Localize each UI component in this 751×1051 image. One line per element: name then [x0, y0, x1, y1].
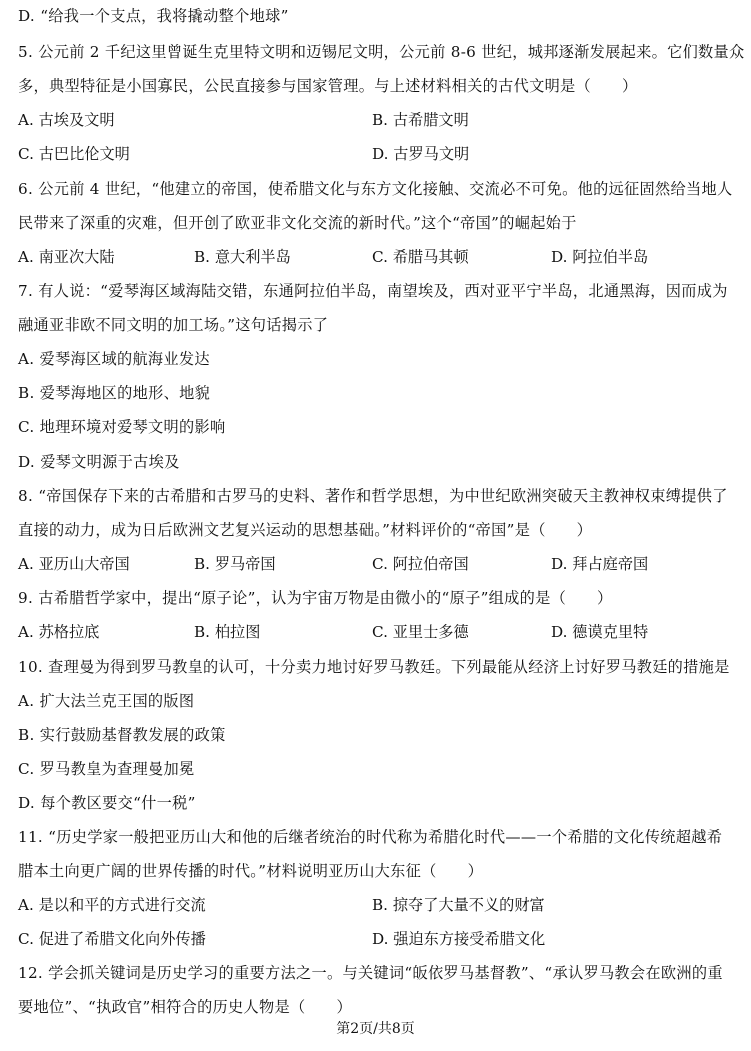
q5-option-a: A. 古埃及文明	[18, 111, 115, 129]
q10-option-b: B. 实行鼓励基督教发展的政策	[18, 726, 226, 744]
q6-options-row	[18, 247, 738, 267]
q6-option-c: C. 希腊马其顿	[372, 248, 469, 266]
q6-option-d: D. 阿拉伯半岛	[551, 248, 649, 266]
q8-options-row	[18, 554, 738, 574]
q6-option-a: A. 南亚次大陆	[18, 248, 115, 266]
q9-option-c: C. 亚里士多德	[372, 623, 469, 641]
q7-option-b: B. 爱琴海地区的地形、地貌	[18, 384, 211, 402]
q7-option-d: D. 爱琴文明源于古埃及	[18, 453, 180, 471]
q6-stem-line-1: 6. 公元前 4 世纪，“他建立的帝国，使希腊文化与东方文化接触、交流必不可免。他的远征固然给当地人	[18, 180, 733, 198]
q9-option-d: D. 德谟克里特	[551, 623, 649, 641]
q4-option-d: D. “给我一个支点，我将撬动整个地球”	[18, 7, 289, 25]
q10-stem-line-1: 10. 查理曼为得到罗马教皇的认可，十分卖力地讨好罗马教廷。下列最能从经济上讨好罗马教廷的措施是	[18, 658, 730, 676]
q8-stem-line-2: 直接的动力，成为日后欧洲文艺复兴运动的思想基础。”材料评价的“帝国”是（ ）	[18, 521, 593, 539]
q10-option-a: A. 扩大法兰克王国的版图	[18, 692, 195, 710]
q6-option-b: B. 意大利半岛	[194, 248, 291, 266]
q7-option-a: A. 爱琴海区域的航海业发达	[18, 350, 210, 368]
q8-option-d: D. 拜占庭帝国	[551, 555, 649, 573]
q9-option-b: B. 柏拉图	[194, 623, 261, 641]
q8-option-c: C. 阿拉伯帝国	[372, 555, 469, 573]
q6-stem-line-2: 民带来了深重的灾难，但开创了欧亚非文化交流的新时代。”这个“帝国”的崛起始于	[18, 214, 577, 232]
q12-stem-line-2: 要地位”、“执政官”相符合的历史人物是（ ）	[18, 998, 352, 1016]
q11-option-a: A. 是以和平的方式进行交流	[18, 896, 206, 914]
q8-option-b: B. 罗马帝国	[194, 555, 276, 573]
q7-stem-line-2: 融通亚非欧不同文明的加工场。”这句话揭示了	[18, 316, 329, 334]
q10-option-c: C. 罗马教皇为查理曼加冕	[18, 760, 195, 778]
q11-options-row-1	[18, 895, 738, 915]
q9-options-row	[18, 622, 738, 642]
q8-option-a: A. 亚历山大帝国	[18, 555, 130, 573]
q12-stem-line-1: 12. 学会抓关键词是历史学习的重要方法之一。与关键词“皈依罗马基督教”、“承认罗马教会在欧洲的重	[18, 964, 723, 982]
q5-options-row-2	[18, 144, 738, 164]
q5-option-c: C. 古巴比伦文明	[18, 145, 130, 163]
q9-stem-line-1: 9. 古希腊哲学家中，提出“原子论”，认为宇宙万物是由微小的“原子”组成的是（ ）	[18, 589, 613, 607]
q5-stem-line-2: 多，典型特征是小国寡民，公民直接参与国家管理。与上述材料相关的古代文明是（ ）	[18, 77, 638, 95]
q5-options-row-1	[18, 110, 738, 130]
q5-stem-line-1: 5. 公元前 2 千纪这里曾诞生克里特文明和迈锡尼文明，公元前 8-6 世纪，城邦逐渐发展起来。它们数量众	[18, 43, 745, 61]
q11-options-row-2	[18, 929, 738, 949]
page-footer: 第2页/共8页	[336, 1021, 415, 1037]
q5-option-b: B. 古希腊文明	[372, 111, 469, 129]
q7-option-c: C. 地理环境对爱琴文明的影响	[18, 418, 226, 436]
q11-stem-line-2: 腊本土向更广阔的世界传播的时代。”材料说明亚历山大东征（ ）	[18, 862, 484, 880]
q11-stem-line-1: 11. “历史学家一般把亚历山大和他的后继者统治的时代称为希腊化时代——一个希腊的文化传统超越希	[18, 828, 723, 846]
q10-option-d: D. 每个教区要交“什一税”	[18, 794, 196, 812]
q8-stem-line-1: 8. “帝国保存下来的古希腊和古罗马的史料、著作和哲学思想，为中世纪欧洲突破天主教神权束缚提供了	[18, 487, 728, 505]
q5-option-d: D. 古罗马文明	[372, 145, 470, 163]
q7-stem-line-1: 7. 有人说：“爱琴海区域海陆交错，东通阿拉伯半岛，南望埃及，西对亚平宁半岛，北通黑海，因而成为	[18, 282, 728, 300]
q11-option-c: C. 促进了希腊文化向外传播	[18, 930, 206, 948]
q11-option-b: B. 掠夺了大量不义的财富	[372, 896, 545, 914]
q9-option-a: A. 苏格拉底	[18, 623, 100, 641]
q11-option-d: D. 强迫东方接受希腊文化	[372, 930, 546, 948]
